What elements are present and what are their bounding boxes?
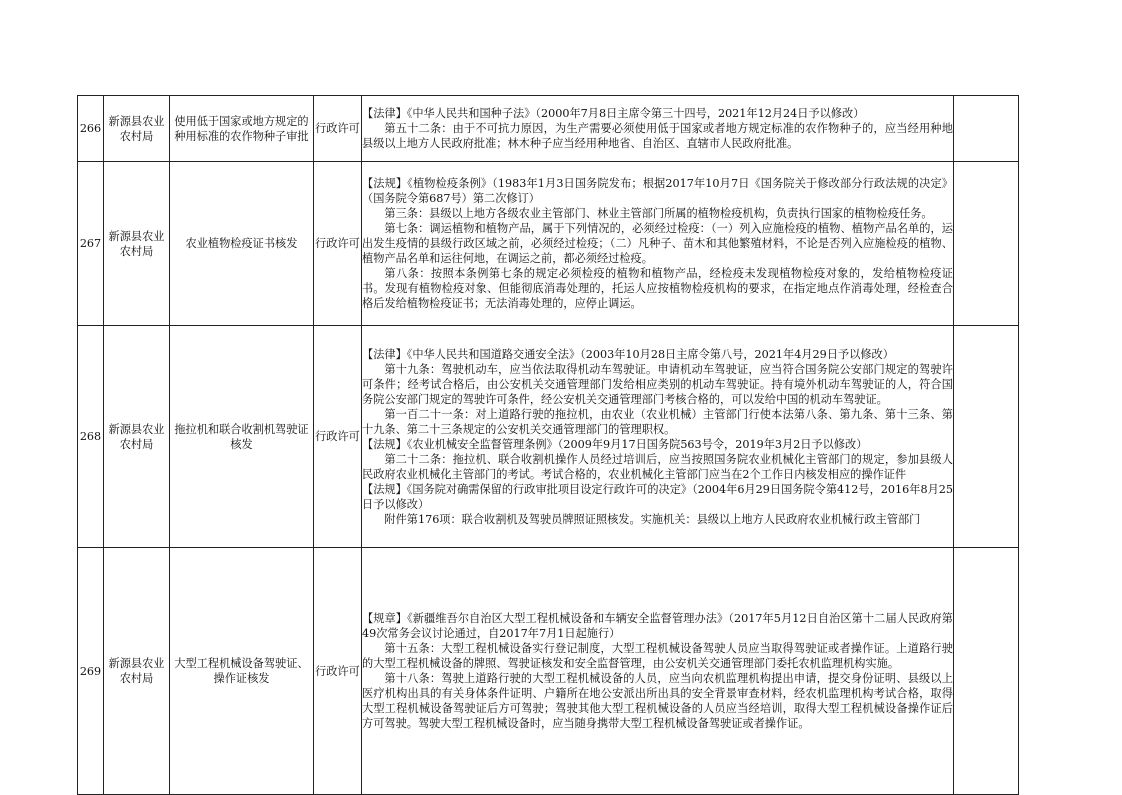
item-type-cell: 行政许可 (314, 548, 362, 795)
table-row (78, 96, 1019, 162)
legal-article: 第十五条：大型工程机械设备实行登记制度，大型工程机械设备驾驶人员应当取得驾驶证或者操作证。上道路行驶的大型工程机械设备的牌照、驾驶证核发和安全监督管理，由公安机关交通管理部门委托农机监理机构实施。 (362, 642, 953, 670)
legal-article: 第十八条：驾驶上道路行驶的大型工程机械设备的人员，应当向农机监理机构提出申请，提交身份证明、县级以上医疗机构出具的有关身体条件证明、户籍所在地公安派出所出具的安全背景审查材料，经农机监理机构考试合格，取得大型工程机械设备驾驶证后方可驾驶；驾驶其他大型工程机械设备的人员应当经培训，取得大型工程机械设备操作证后方可驾驶。驾驶大型工程机械设备时，应当随身携带大型工程机械设备驾驶证或者操作证。 (362, 672, 953, 730)
item-name-cell: 农业植物检疫证书核发 (170, 162, 314, 326)
legal-source: 【法律】《中华人民共和国种子法》（2000年7月8日主席令第三十四号，2021年12月24日予以修改） (362, 107, 865, 120)
legal-article: 第七条：调运植物和植物产品，属于下列情况的，必须经过检疫：（一）列入应施检疫的植物、植物产品名单的，运出发生疫情的县级行政区域之前，必须经过检疫；（二）凡种子、苗木和其他繁殖材料，不论是否列入应施检疫的植物、植物产品名单和运往何地，在调运之前，都必须经过检疫。 (362, 222, 953, 265)
row-number: 266 (78, 96, 104, 162)
item-name-cell: 使用低于国家或地方规定的种用标准的农作物种子审批 (170, 96, 314, 162)
department-cell: 新源县农业农村局 (104, 548, 170, 795)
legal-article: 第三条：县级以上地方各级农业主管部门、林业主管部门所属的植物检疫机构，负责执行国家的植物检疫任务。 (384, 207, 933, 220)
legal-basis-cell (362, 162, 954, 326)
table-row (78, 326, 1019, 548)
row-number: 267 (78, 162, 104, 326)
item-name-cell: 大型工程机械设备驾驶证、操作证核发 (170, 548, 314, 795)
table-row (78, 162, 1019, 326)
item-name-cell: 拖拉机和联合收割机驾驶证核发 (170, 326, 314, 548)
legal-source: 【法规】《国务院对确需保留的行政审批项目设定行政许可的决定》（2004年6月29日国务院令第412号，2016年8月25日予以修改） (362, 482, 953, 511)
remarks-cell (954, 548, 1019, 795)
item-type-cell: 行政许可 (314, 326, 362, 548)
department-cell: 新源县农业农村局 (104, 326, 170, 548)
legal-source: 【法律】《中华人民共和国道路交通安全法》（2003年10月28日主席令第八号，2021年4月29日予以修改） (362, 347, 894, 361)
permit-table (77, 95, 1019, 795)
item-type-cell: 行政许可 (314, 96, 362, 162)
legal-source: 【法规】《农业机械安全监督管理条例》（2009年9月17日国务院563号令，2019年3月2日予以修改） (362, 437, 868, 451)
legal-article: 附件第176项：联合收割机及驾驶员牌照证照核发。实施机关：县级以上地方人民政府农业机械行政主管部门 (384, 512, 921, 526)
legal-basis-cell (362, 548, 954, 795)
remarks-cell (954, 96, 1019, 162)
table-row (78, 548, 1019, 795)
department-cell: 新源县农业农村局 (104, 162, 170, 326)
item-type-cell: 行政许可 (314, 162, 362, 326)
legal-article: 第二十二条：拖拉机、联合收割机操作人员经过培训后，应当按照国务院农业机械化主管部门的规定，参加县级人民政府农业机械化主管部门的考试。考试合格的，农业机械化主管部门应当在2个工作日内核发相应的操作证件 (362, 452, 953, 481)
legal-source: 【规章】《新疆维吾尔自治区大型工程机械设备和车辆安全监督管理办法》（2017年5月12日自治区第十二届人民政府第49次常务会议讨论通过，自2017年7月1日起施行） (362, 612, 953, 640)
row-number: 269 (78, 548, 104, 795)
department-cell: 新源县农业农村局 (104, 96, 170, 162)
legal-article: 第八条：按照本条例第七条的规定必须检疫的植物和植物产品，经检疫未发现植物检疫对象的，发给植物检疫证书。发现有植物检疫对象、但能彻底消毒处理的，托运人应按植物检疫机构的要求，在指定地点作消毒处理，经检查合格后发给植物检疫证书；无法消毒处理的，应停止调运。 (362, 267, 953, 310)
row-number: 268 (78, 326, 104, 548)
legal-basis-cell (362, 96, 954, 162)
legal-article: 第十九条：驾驶机动车，应当依法取得机动车驾驶证。申请机动车驾驶证，应当符合国务院公安部门规定的驾驶许可条件；经考试合格后，由公安机关交通管理部门发给相应类别的机动车驾驶证。持有境外机动车驾驶证的人，符合国务院公安部门规定的驾驶许可条件，经公安机关交通管理部门考核合格的，可以发给中国的机动车驾驶证。 (362, 362, 953, 406)
remarks-cell (954, 162, 1019, 326)
legal-source: 【法规】《植物检疫条例》（1983年1月3日国务院发布；根据2017年10月7日《国务院关于修改部分行政法规的决定》（国务院令第687号）第二次修订） (362, 177, 953, 205)
legal-article: 第一百二十一条：对上道路行驶的拖拉机，由农业（农业机械）主管部门行使本法第八条、第九条、第十三条、第十九条、第二十三条规定的公安机关交通管理部门的管理职权。 (362, 407, 953, 436)
legal-article: 第五十二条：由于不可抗力原因，为生产需要必须使用低于国家或者地方规定标准的农作物种子的，应当经用种地县级以上地方人民政府批准；林木种子应当经用种地省、自治区、直辖市人民政府批准。 (362, 122, 953, 150)
remarks-cell (954, 326, 1019, 548)
legal-basis-cell (362, 326, 954, 548)
